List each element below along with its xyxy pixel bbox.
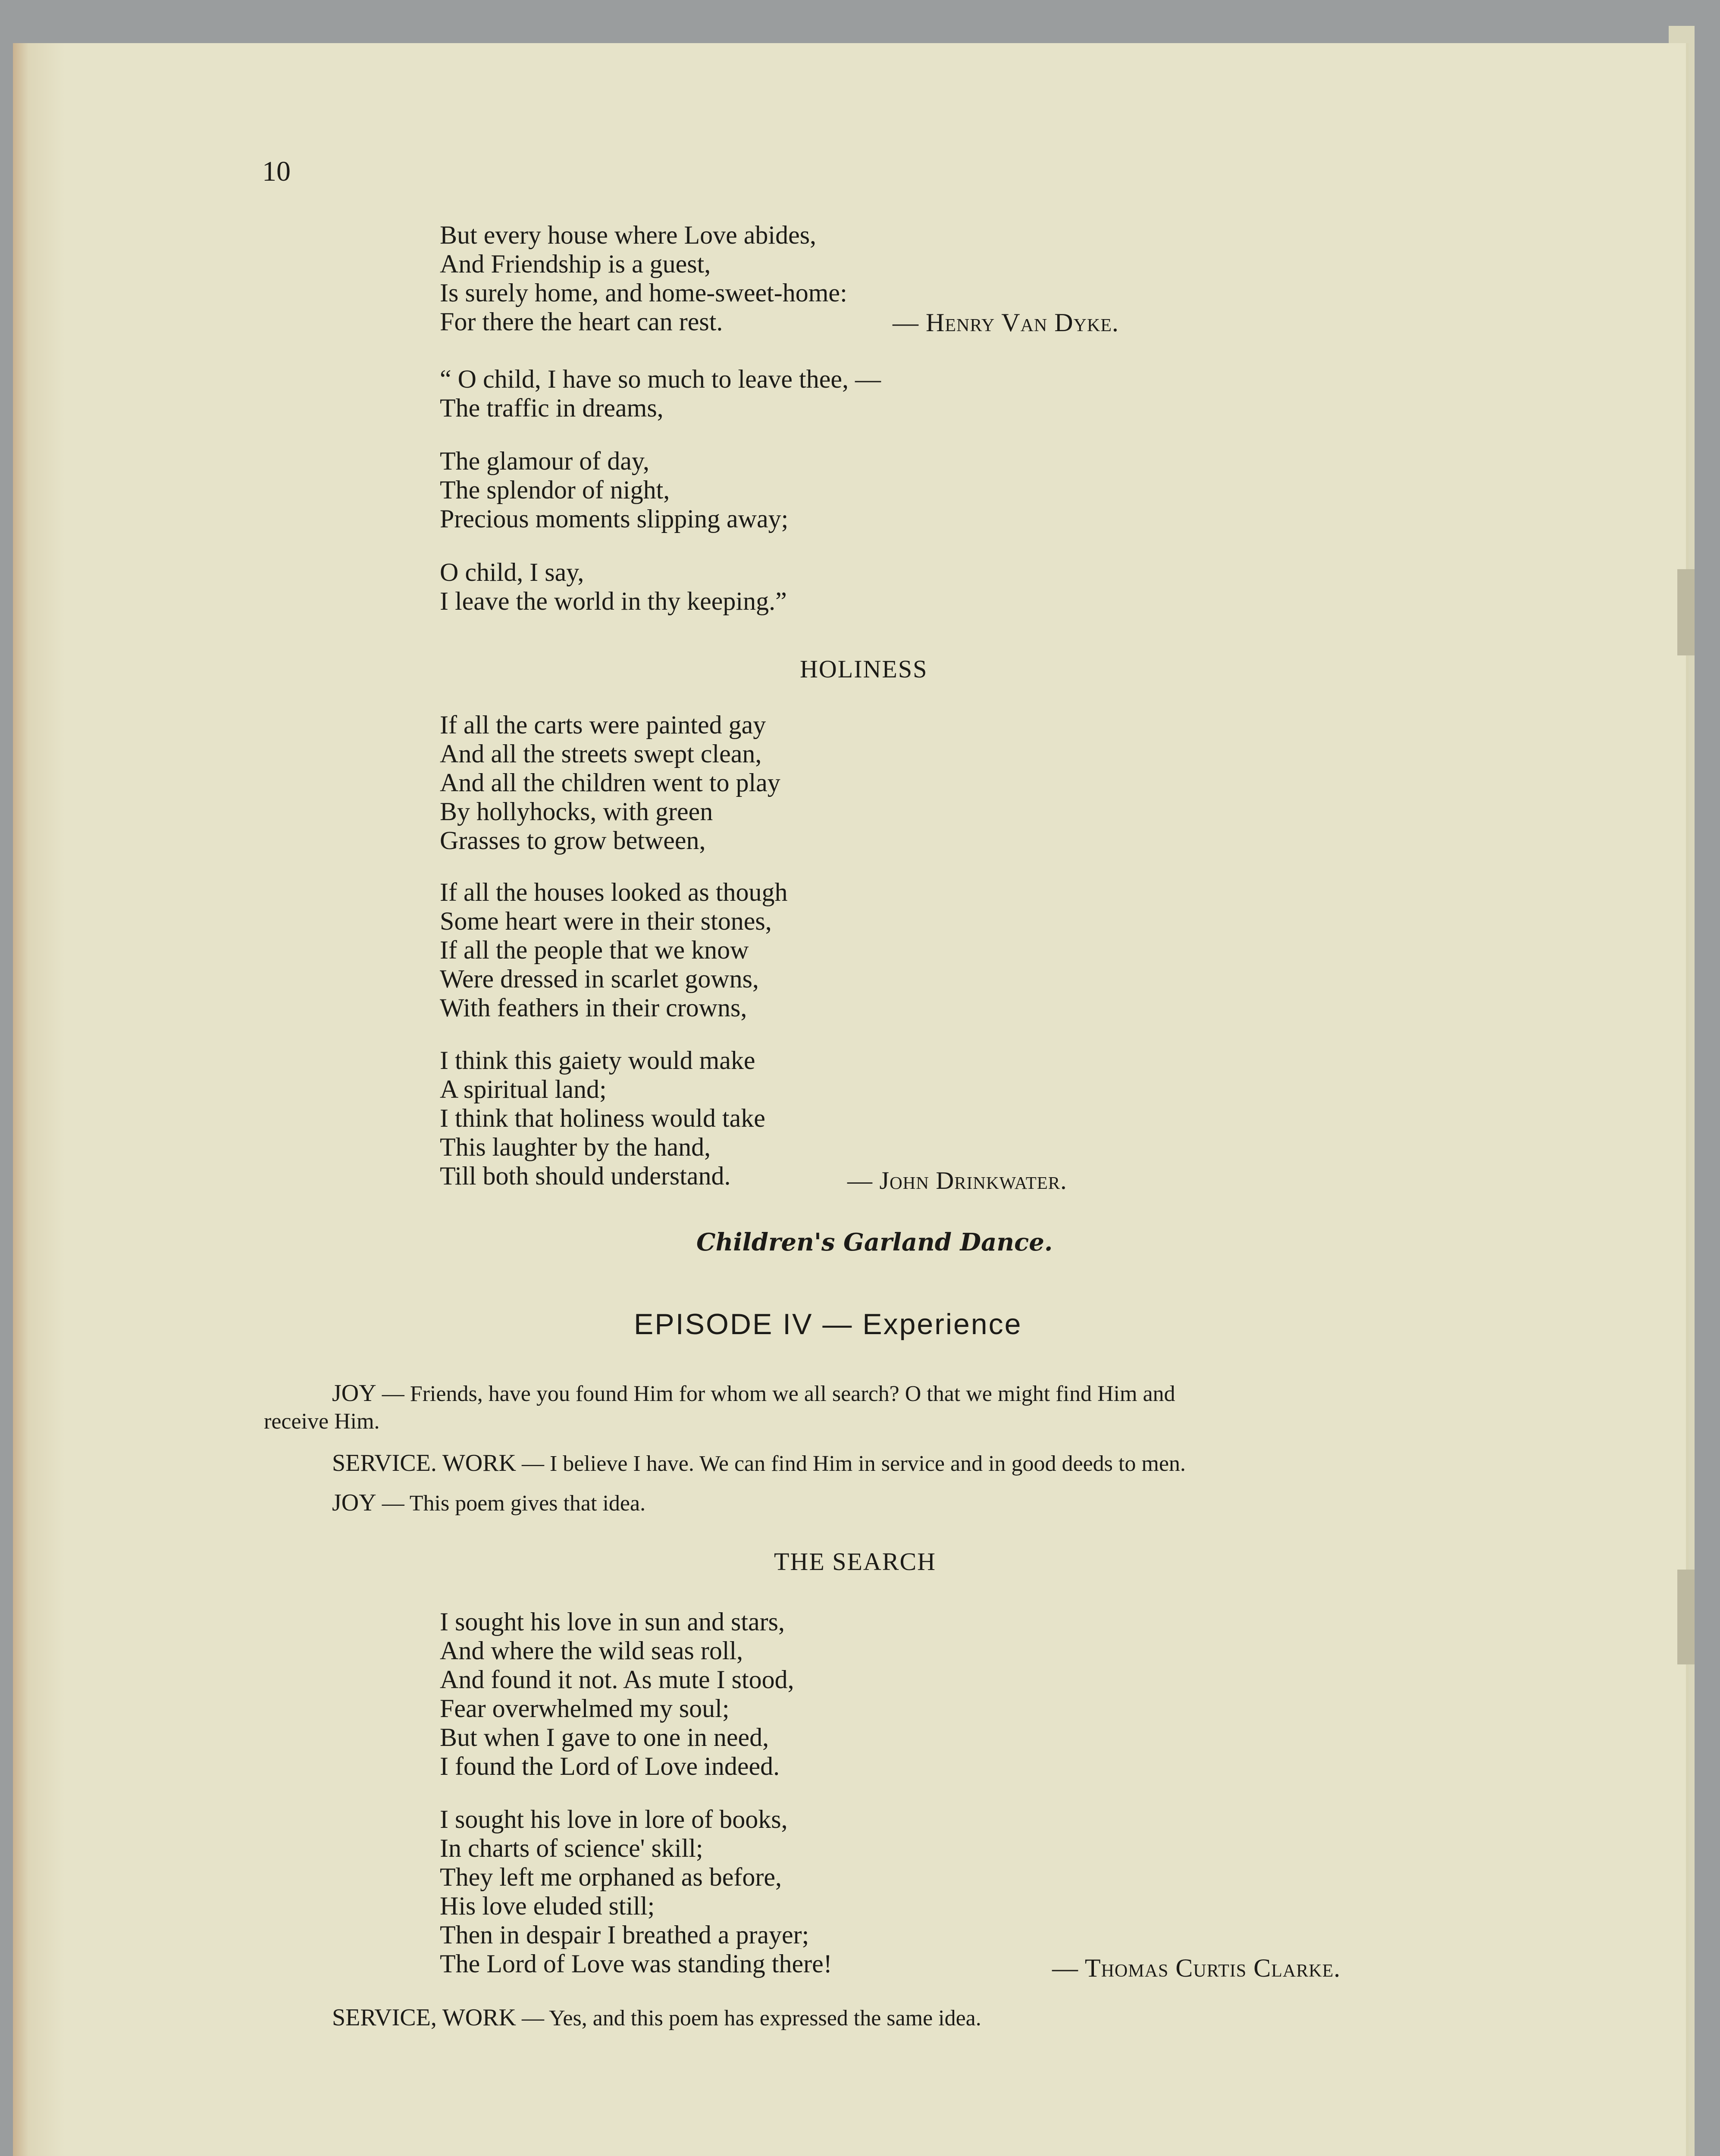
verse-line: And found it not. As mute I stood, (440, 1665, 794, 1694)
page-number: 10 (262, 156, 291, 187)
episode-heading: EPISODE IV — Experience (634, 1308, 1022, 1341)
dialogue-text: — Friends, have you found Him for whom we all search? O that we might find Him and (376, 1382, 1175, 1406)
verse-line: And Friendship is a guest, (440, 250, 711, 278)
dialogue-joy-2 (332, 1489, 645, 1518)
verse-line: I sought his love in lore of books, (440, 1805, 788, 1833)
dialogue-joy-1-continued: receive Him. (264, 1409, 380, 1434)
verse-line: Were dressed in scarlet gowns, (440, 965, 759, 993)
verse-line: Precious moments slipping away; (440, 505, 789, 533)
dialogue-text: — This poem gives that idea. (376, 1491, 646, 1516)
verse-line: I found the Lord of Love indeed. (440, 1752, 780, 1780)
dialogue-service-work (332, 1449, 1186, 1478)
search-title: THE SEARCH (774, 1548, 937, 1576)
holiness-stanza-1 (440, 711, 780, 855)
closing-line (332, 2003, 981, 2033)
holiness-title: HOLINESS (800, 655, 928, 683)
speaker-label: JOY (332, 1489, 376, 1516)
verse-line: Grasses to grow between, (440, 826, 706, 855)
verse-line: This laughter by the hand, (440, 1133, 711, 1161)
speaker-label: SERVICE. WORK (332, 1450, 516, 1476)
verse-line: But when I gave to one in need, (440, 1723, 769, 1752)
verse-line: “ O child, I have so much to leave thee, — (440, 365, 881, 393)
verse-line: Fear overwhelmed my soul; (440, 1694, 730, 1723)
verse-line: For there the heart can rest. (440, 307, 723, 336)
stanza-1 (440, 221, 847, 336)
verse-line: They left me orphaned as before, (440, 1863, 782, 1891)
verse-line: Then in despair I breathed a prayer; (440, 1921, 809, 1949)
verse-line: With feathers in their crowns, (440, 993, 747, 1022)
dialogue-joy-1 (332, 1379, 1175, 1408)
verse-line: A spiritual land; (440, 1075, 607, 1103)
verse-line: If all the carts were painted gay (440, 711, 766, 739)
verse-line: O child, I say, (440, 558, 584, 586)
stanza-2 (440, 365, 881, 423)
verse-line: I sought his love in sun and stars, (440, 1608, 785, 1636)
verse-line: Some heart were in their stones, (440, 907, 772, 935)
attribution-van-dyke: — Henry Van Dyke. (893, 308, 1119, 337)
verse-line: Till both should understand. (440, 1162, 731, 1190)
verse-line: I leave the world in thy keeping.” (440, 587, 787, 615)
verse-line: Is surely home, and home-sweet-home: (440, 279, 847, 307)
dialogue-text: — Yes, and this poem has expressed the same idea. (516, 2006, 981, 2031)
dance-note: Children's Garland Dance. (696, 1228, 1053, 1257)
stanza-4 (440, 558, 787, 616)
verse-line: And all the streets swept clean, (440, 740, 762, 768)
stanza-3 (440, 447, 788, 533)
verse-line: I think that holiness would take (440, 1104, 765, 1132)
search-stanza-2 (440, 1805, 832, 1978)
verse-line: If all the people that we know (440, 936, 749, 964)
verse-line: His love eluded still; (440, 1892, 655, 1920)
search-stanza-1 (440, 1608, 794, 1781)
verse-line: The splendor of night, (440, 476, 670, 504)
verse-line: The glamour of day, (440, 447, 649, 475)
verse-line: The traffic in dreams, (440, 394, 664, 422)
speaker-label: JOY (332, 1380, 376, 1407)
verse-line: And where the wild seas roll, (440, 1636, 743, 1665)
dialogue-text: — I believe I have. We can find Him in service and in good deeds to men. (516, 1451, 1186, 1476)
verse-line: If all the houses looked as though (440, 878, 788, 906)
holiness-stanza-3 (440, 1046, 765, 1191)
verse-line: The Lord of Love was standing there! (440, 1949, 832, 1978)
attribution-drinkwater: — John Drinkwater. (847, 1166, 1067, 1194)
verse-line: And all the children went to play (440, 768, 780, 797)
speaker-label: SERVICE, WORK (332, 2004, 516, 2031)
attribution-clarke: — Thomas Curtis Clarke. (1052, 1954, 1341, 1982)
verse-line: By hollyhocks, with green (440, 797, 713, 826)
verse-line: In charts of science' skill; (440, 1834, 703, 1862)
holiness-stanza-2 (440, 878, 788, 1022)
verse-line: But every house where Love abides, (440, 221, 817, 249)
verse-line: I think this gaiety would make (440, 1046, 755, 1075)
